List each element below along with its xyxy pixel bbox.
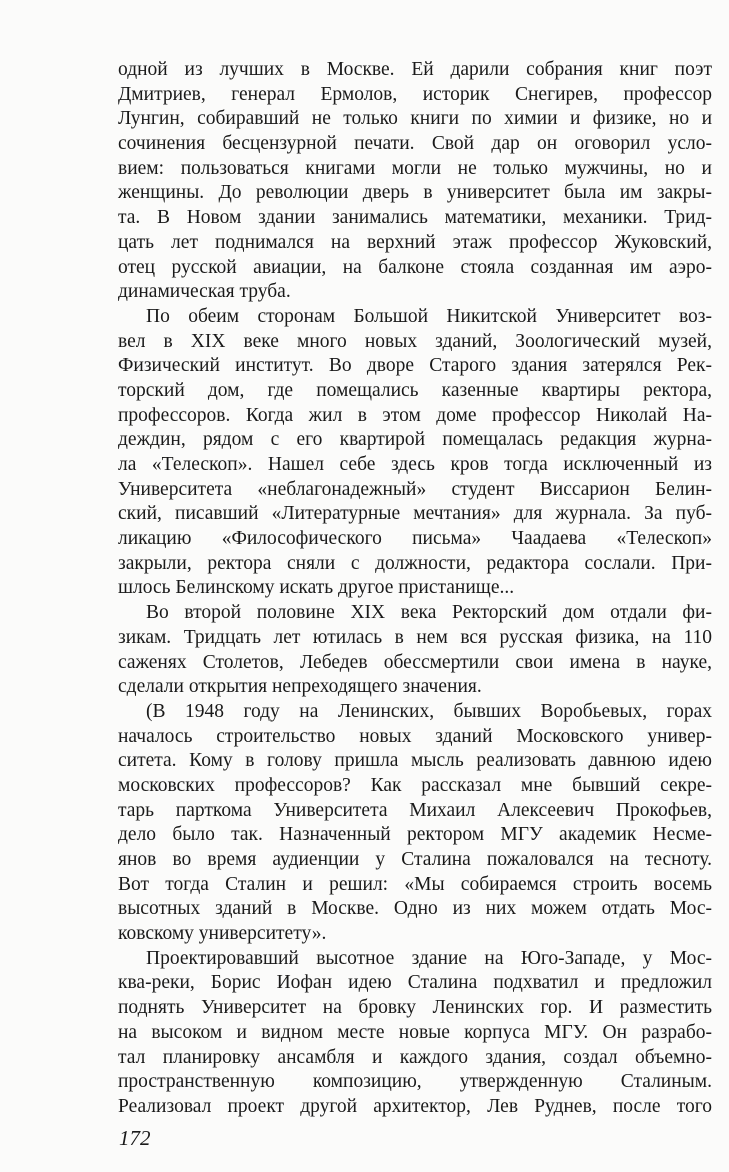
body-text [118, 58, 712, 1120]
text-line: Лунгин, собиравший не только книги по химии и физике, но и [118, 108, 712, 130]
text-line: вием: пользоваться книгами могли не только мужчины, но и [118, 157, 712, 179]
text-line: ковскому университету». [118, 923, 327, 945]
text-line: вел в XIX веке много новых зданий, Зоологический музей, [118, 330, 712, 352]
text-line: пространственную композицию, утвержденную Сталиным. [118, 1071, 712, 1093]
text-line: ский, писавший «Литературные мечтания» для журнала. За пуб- [118, 503, 712, 525]
text-line: динамическая труба. [118, 281, 291, 303]
text-line: одной из лучших в Москве. Ей дарили собрания книг поэт [118, 59, 712, 80]
text-line: московских профессоров? Как рассказал мне бывший секре- [118, 774, 712, 796]
text-line: саженях Столетов, Лебедев обессмертили свои имена в науке, [118, 651, 712, 673]
text-line: Университета «неблагонадежный» студент Виссарион Белин- [118, 478, 712, 500]
text-line: Проектировавший высотное здание на Юго-Западе, у Мос- [146, 947, 712, 969]
text-line: торский дом, где помещались казенные квартиры ректора, [118, 379, 712, 401]
text-line: поднять Университет на бровку Ленинских гор. И разместить [118, 997, 712, 1019]
text-line: сочинения бесцензурной печати. Свой дар он оговорил усло- [118, 133, 712, 155]
text-line: зикам. Тридцать лет ютилась в нем вся русская физика, на 110 [118, 626, 712, 648]
text-line: женщины. До революции дверь в университет была им закры- [118, 182, 712, 204]
text-line: ква-реки, Борис Иофан идею Сталина подхватил и предложил [118, 972, 712, 994]
page-number: 172 [119, 1126, 151, 1150]
text-line: началось строительство новых зданий Московского универ- [118, 725, 712, 747]
text-line: сделали открытия непреходящего значения. [118, 676, 482, 698]
text-line: на высоком и видном месте новые корпуса МГУ. Он разрабо- [118, 1021, 712, 1043]
text-line: высотных зданий в Москве. Одно из них можем отдать Мос- [118, 898, 712, 920]
text-line: ла «Телескоп». Нашел себе здесь кров тогда исключенный из [118, 454, 712, 475]
text-line: цать лет поднимался на верхний этаж профессор Жуковский, [118, 231, 712, 253]
text-line: профессоров. Когда жил в этом доме профессор Николай На- [118, 404, 712, 426]
text-line: По обеим сторонам Большой Никитской Университет воз- [146, 305, 712, 327]
text-line: Физический институт. Во дворе Старого здания затерялся Рек- [118, 355, 712, 377]
text-line: тал планировку ансамбля и каждого здания, создал объемно- [118, 1046, 712, 1068]
text-line: Во второй половине XIX века Ректорский дом отдали фи- [146, 602, 712, 624]
text-line: Вот тогда Сталин и решил: «Мы собираемся строить восемь [118, 873, 712, 895]
text-line: дело было так. Назначенный ректором МГУ академик Несме- [118, 824, 712, 846]
text-line: Дмитриев, генерал Ермолов, историк Снегирев, профессор [118, 83, 712, 105]
text-line: та. В Новом здании занимались математики, механики. Трид- [118, 207, 712, 229]
text-line: деждин, рядом с его квартирой помещалась редакция журна- [118, 429, 712, 451]
text-line: Реализовал проект другой архитектор, Лев Руднев, после того [118, 1095, 712, 1117]
text-line: янов во время аудиенции у Сталина пожаловался на тесноту. [118, 849, 712, 870]
text-line: ситета. Кому в голову пришла мысль реализовать давнюю идею [118, 750, 712, 772]
text-line: отец русской авиации, на балконе стояла созданная им аэро- [118, 256, 712, 278]
text-line: шлось Белинскому искать другое пристанище... [118, 577, 515, 599]
text-line: закрыли, ректора сняли с должности, редактора сослали. При- [118, 552, 712, 574]
text-line: ликацию «Философического письма» Чаадаева «Телескоп» [118, 528, 712, 550]
text-line: (В 1948 году на Ленинских, бывших Воробьевых, горах [146, 700, 712, 722]
text-line: тарь парткома Университета Михаил Алексеевич Прокофьев, [118, 799, 712, 821]
